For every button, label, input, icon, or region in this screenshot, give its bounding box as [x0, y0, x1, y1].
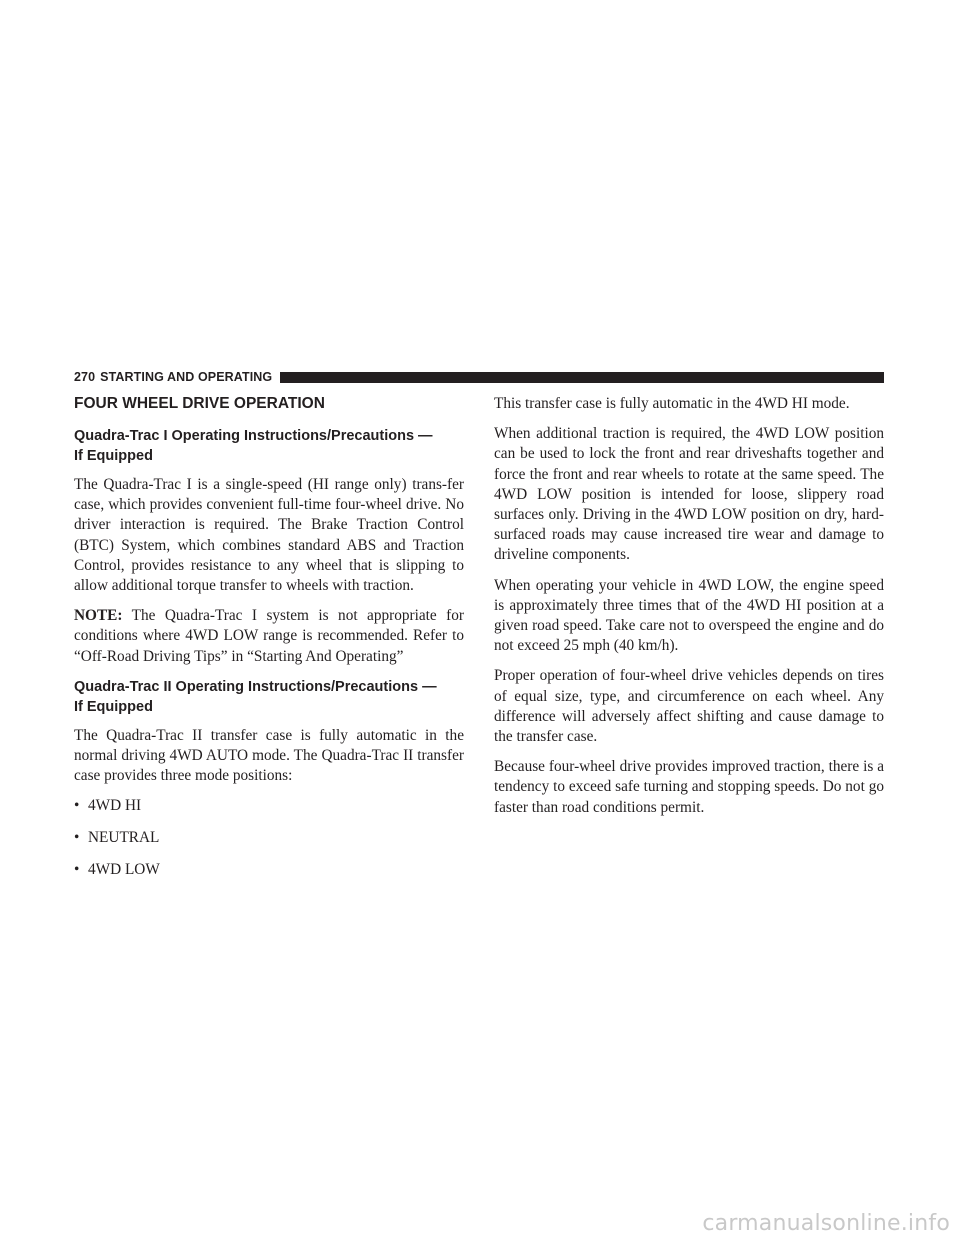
body-paragraph: Because four-wheel drive provides improved traction, there is a tendency to exceed safe turning and stopping speeds. Do not go faster than road conditions permit. — [494, 758, 884, 816]
note-paragraph — [74, 606, 464, 667]
section1-body: The Quadra-Trac I is a single-speed (HI range only) trans-fer case, which provides convenient full-time four-wheel drive. No driver interaction is required. The Brake Traction Control (BTC) System, which combines standard ABS and Traction Control, provides resistance to any wheel that is slipping to allow additional torque transfer to wheels with traction. — [74, 476, 464, 595]
page-number: 270 — [74, 370, 96, 384]
body-paragraph: Proper operation of four-wheel drive vehicles depends on tires of equal size, type, and circumference on each wheel. Any difference will adversely affect shifting and cause damage to the transfer case. — [494, 667, 884, 746]
page-title: FOUR WHEEL DRIVE OPERATION — [74, 395, 325, 412]
list-item — [74, 796, 464, 816]
list-item — [74, 828, 464, 848]
right-column — [494, 394, 884, 828]
section2-body: The Quadra-Trac II transfer case is fully automatic in the normal driving 4WD AUTO mode. The Quadra-Trac II transfer case provides three mode positions: — [74, 726, 464, 785]
page-header — [74, 369, 884, 385]
section-title: STARTING AND OPERATING — [100, 370, 273, 384]
header-rule — [280, 372, 884, 383]
list-item-text: NEUTRAL — [88, 829, 160, 847]
section2-heading-line1: Quadra-Trac II Operating Instructions/Precautions — — [74, 678, 437, 695]
body-paragraph: When additional traction is required, the 4WD LOW position can be used to lock the front and rear driveshafts together and force the front and rear wheels to rotate at the same speed. The 4WD LOW position is intended for loose, slippery road surfaces only. Driving in the 4WD LOW position on dry, hard-surfaced roads may cause increased tire wear and damage to driveline components. — [494, 425, 884, 564]
section2-heading-line2: If Equipped — [74, 698, 153, 715]
note-text: The Quadra-Trac I system is not appropriate for conditions where 4WD LOW range is recommended. Refer to “Off-Road Driving Tips” in “Starting And Operating” — [74, 607, 464, 665]
section2-heading — [74, 677, 464, 717]
list-item-text: 4WD LOW — [88, 861, 160, 879]
list-item — [74, 860, 464, 880]
section1-heading-line2: If Equipped — [74, 448, 153, 464]
bullet-icon: • — [74, 861, 80, 879]
mode-list — [74, 796, 464, 880]
body-paragraph: When operating your vehicle in 4WD LOW, the engine speed is approximately three times that of the 4WD HI position at a given road speed. Take care not to overspeed the engine and do not exceed 25 mph (40 km/h). — [494, 576, 884, 655]
watermark: carmanualsonline.info — [702, 1211, 950, 1236]
body-paragraph: This transfer case is fully automatic in the 4WD HI mode. — [494, 395, 850, 412]
note-label: NOTE: — [74, 607, 123, 625]
section1-heading-line1: Quadra-Trac I Operating Instructions/Precautions — — [74, 428, 433, 444]
bullet-icon: • — [74, 797, 80, 815]
section1-heading — [74, 426, 464, 466]
list-item-text: 4WD HI — [88, 797, 142, 815]
bullet-icon: • — [74, 829, 80, 847]
left-column — [74, 394, 464, 892]
